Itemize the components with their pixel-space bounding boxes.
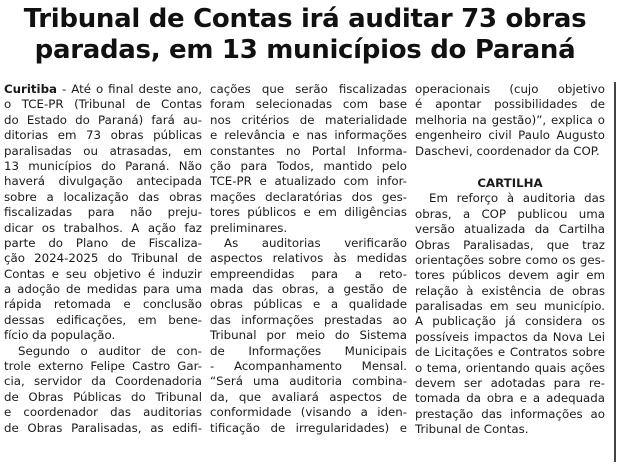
column-1-line-text: - Até o final deste ano,: [57, 82, 202, 96]
column-2-line: conformidade (visando a iden-: [210, 405, 407, 420]
headline-line-2: paradas, em 13 municípios do Paraná: [34, 35, 576, 65]
column-3-line: orientações sobre como os ges-: [415, 252, 605, 267]
column-1-line: rápida retomada e conclusão: [4, 297, 202, 312]
column-3-line: de Licitações e Contratos sobre: [415, 345, 605, 360]
column-1-line: paralisadas ou atrasadas, em: [4, 143, 202, 158]
column-2-line: “Será uma auditoria combina-: [210, 374, 407, 389]
headline-line-1: Tribunal de Contas irá auditar 73 obras: [23, 4, 587, 34]
column-1-line: cia, servidor da Coordenadoria: [4, 374, 202, 389]
column-3-line: Tribunal de Contas.: [415, 422, 529, 437]
column-3-line: operacionais (cujo objetivo: [415, 82, 605, 96]
column-2-line: das informações prestadas ao: [210, 312, 407, 327]
column-1-line: trole externo Felipe Castro Gar-: [4, 359, 202, 374]
column-3-line: possíveis impactos da Nova Lei: [415, 329, 605, 344]
column-1-line: dicar os trabalhos. A ação faz: [4, 220, 202, 235]
article-headline: [4, 4, 606, 66]
column-3-line: Obras Paralisadas, que traz: [415, 237, 605, 252]
column-3-line: é apontar possibilidades de: [415, 97, 605, 112]
column-2-line: tificação de irregularidades) e: [210, 420, 407, 435]
column-2-line: preliminares.: [210, 220, 288, 235]
column-3-line: tores públicos devem agir em: [415, 268, 605, 283]
column-1-line: [4, 82, 202, 97]
column-1-line: haverá divulgação antecipada: [4, 174, 202, 189]
column-3-line: o tema, orientando quais ações: [415, 360, 605, 375]
column-1-line: fício da população.: [4, 328, 116, 343]
column-3-line: devem ser adotadas para re-: [415, 376, 605, 391]
column-1-line: 13 municípios do Paraná. Não: [4, 158, 202, 173]
column-2-line: cações que serão fiscalizadas: [210, 82, 407, 96]
column-1-line: de Obras Públicas do Tribunal: [4, 389, 202, 404]
column-rule: [614, 82, 616, 462]
column-2-line: - Acompanhamento Mensal.: [210, 359, 407, 374]
article-column-2: [210, 82, 407, 436]
column-1-line: ção 2024-2025 do Tribunal de: [4, 251, 202, 266]
column-2-line: e relevância e nas informações: [210, 128, 407, 143]
column-2-line: aspectos relativos às medidas: [210, 251, 407, 266]
column-2-line: tores públicos e em diligências: [210, 205, 407, 220]
column-3-line: relação à existência de obras: [415, 283, 605, 298]
column-1-line: sobre a localização das obras: [4, 189, 202, 204]
column-3-line: versão atualizada da Cartilha: [415, 222, 605, 237]
column-2-line: TCE-PR e atualizado com infor-: [210, 174, 407, 189]
column-1-line: dessas edificações, em bene-: [4, 312, 202, 327]
column-3-line: obras, a COP publicou uma: [415, 206, 605, 221]
column-2-line: nos critérios de materialidade: [210, 112, 407, 127]
column-1-line: o TCE-PR (Tribunal de Contas: [4, 97, 202, 112]
column-3-line: A publicação já considera os: [415, 314, 605, 329]
column-1-line: Segundo o auditor de con-: [18, 343, 202, 358]
column-3-line: tomada da obra e a adequada: [415, 391, 605, 406]
column-2-line: constantes no Portal Informa-: [210, 143, 407, 158]
column-2-line: da, que avaliará aspectos de: [210, 389, 407, 404]
column-3-line: prestação das informações ao: [415, 406, 605, 421]
column-3-line: engenheiro civil Paulo Augusto: [415, 128, 605, 143]
column-2-line: As auditorias verificarão: [224, 235, 407, 250]
spacer: [415, 159, 605, 172]
column-2-line: de Informações Municipais: [210, 343, 407, 358]
column-1-line: do Estado do Paraná) fará au-: [4, 112, 202, 127]
column-2-line: empreendidas para a reto-: [210, 266, 407, 281]
column-2-line: mações declaratórias dos ges-: [210, 189, 407, 204]
column-3-line: paralisadas em seu município.: [415, 299, 605, 314]
article-column-3: [415, 82, 605, 438]
article-column-1: [4, 82, 202, 436]
column-3-line: melhoria na gestão)”, explica o: [415, 112, 605, 127]
column-2-line: ção para Todos, mantido pelo: [210, 158, 407, 173]
column-2-line: Tribunal por meio do Sistema: [210, 328, 407, 343]
column-2-line: foram selecionadas com base: [210, 97, 407, 112]
column-1-line: fiscalizadas para não preju-: [4, 205, 202, 220]
column-1-line: e coordenador das auditorias: [4, 405, 202, 420]
column-1-line: a adoção de medidas para uma: [4, 282, 202, 297]
column-1-line: Contas e seu objetivo é induzir: [4, 266, 202, 281]
column-1-line: parte do Plano de Fiscaliza-: [4, 235, 202, 250]
dateline: Curitiba: [4, 82, 58, 96]
column-3-line: Daschevi, coordenador da COP.: [415, 143, 600, 158]
column-1-line: ditorias em 73 obras públicas: [4, 128, 202, 143]
column-2-line: obras públicas e a qualidade: [210, 297, 407, 312]
column-3-line: Em reforço à auditoria das: [429, 191, 605, 206]
section-subhead: CARTILHA: [477, 175, 543, 190]
column-2-line: mada das obras, a gestão de: [210, 282, 407, 297]
column-1-line: de Obras Paralisadas, as edifi-: [4, 420, 202, 435]
